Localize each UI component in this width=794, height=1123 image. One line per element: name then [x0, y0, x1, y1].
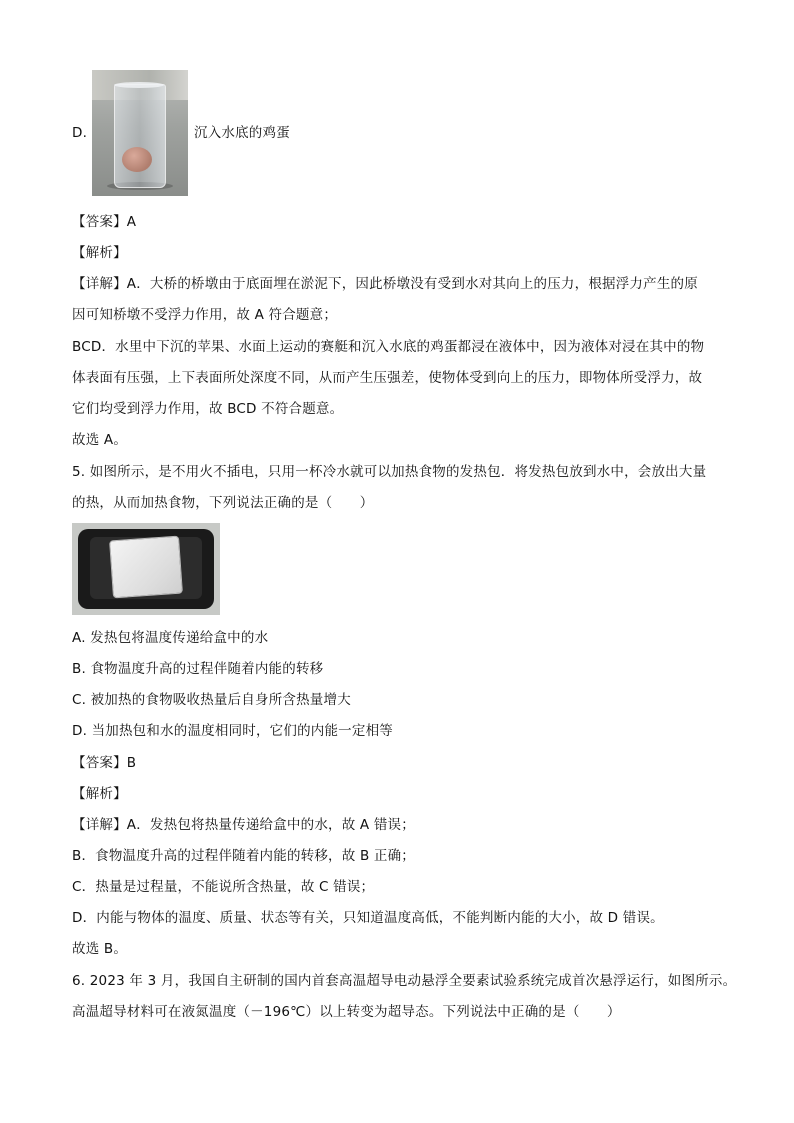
q4-conclusion: 故选 A。: [72, 432, 128, 448]
egg-in-glass-photo: [92, 70, 188, 196]
q4-analysis-title: 【解析】: [72, 245, 127, 261]
q5-option-d: D. 当加热包和水的温度相同时，它们的内能一定相等: [72, 723, 393, 739]
q5-option-c: C. 被加热的食物吸收热量后自身所含热量增大: [72, 692, 351, 708]
q4-detail-line: BCD．水里中下沉的苹果、水面上运动的赛艇和沉入水底的鸡蛋都浸在液体中，因为液体对浸在其中的物: [72, 339, 705, 355]
q4-detail-line: 【详解】A．大桥的桥墩由于底面埋在淤泥下，因此桥墩没有受到水对其向上的压力，根据浮力产生的原: [72, 276, 698, 292]
q5-option-a: A. 发热包将温度传递给盒中的水: [72, 630, 269, 646]
q4-answer: 【答案】A: [72, 214, 137, 230]
q6-stem-line: 6. 2023 年 3 月，我国自主研制的国内首套高温超导电动悬浮全要素试验系统完成首次悬浮运行，如图所示。: [72, 973, 737, 989]
q5-analysis-title: 【解析】: [72, 786, 127, 802]
q5-conclusion: 故选 B。: [72, 941, 128, 957]
q5-detail-line: D．内能与物体的温度、质量、状态等有关，只知道温度高低，不能判断内能的大小，故 D 错误。: [72, 910, 664, 926]
q5-detail-line: B．食物温度升高的过程伴随着内能的转移，故 B 正确；: [72, 848, 416, 864]
q5-stem-line: 的热，从而加热食物，下列说法正确的是（ ）: [72, 495, 374, 511]
option-d-caption: 沉入水底的鸡蛋: [194, 125, 290, 141]
q6-stem-line: 高温超导材料可在液氮温度（－196℃）以上转变为超导态。下列说法中正确的是（ ）: [72, 1004, 621, 1020]
q5-option-b: B. 食物温度升高的过程伴随着内能的转移: [72, 661, 324, 677]
heating-pack-photo: [72, 523, 220, 615]
q5-answer: 【答案】B: [72, 755, 137, 771]
q4-detail-line: 它们均受到浮力作用，故 BCD 不符合题意。: [72, 401, 344, 417]
q5-detail-line: 【详解】A．发热包将热量传递给盒中的水，故 A 错误；: [72, 817, 415, 833]
option-d-label: D.: [72, 125, 88, 141]
q5-detail-line: C．热量是过程量，不能说所含热量，故 C 错误；: [72, 879, 375, 895]
q4-detail-line: 体表面有压强，上下表面所处深度不同，从而产生压强差，使物体受到向上的压力，即物体所受浮力，故: [72, 370, 703, 386]
q4-detail-line: 因可知桥墩不受浮力作用，故 A 符合题意；: [72, 307, 338, 323]
q5-stem-line: 5. 如图所示，是不用火不插电，只用一杯冷水就可以加热食物的发热包．将发热包放到水中，会放出大量: [72, 464, 707, 480]
